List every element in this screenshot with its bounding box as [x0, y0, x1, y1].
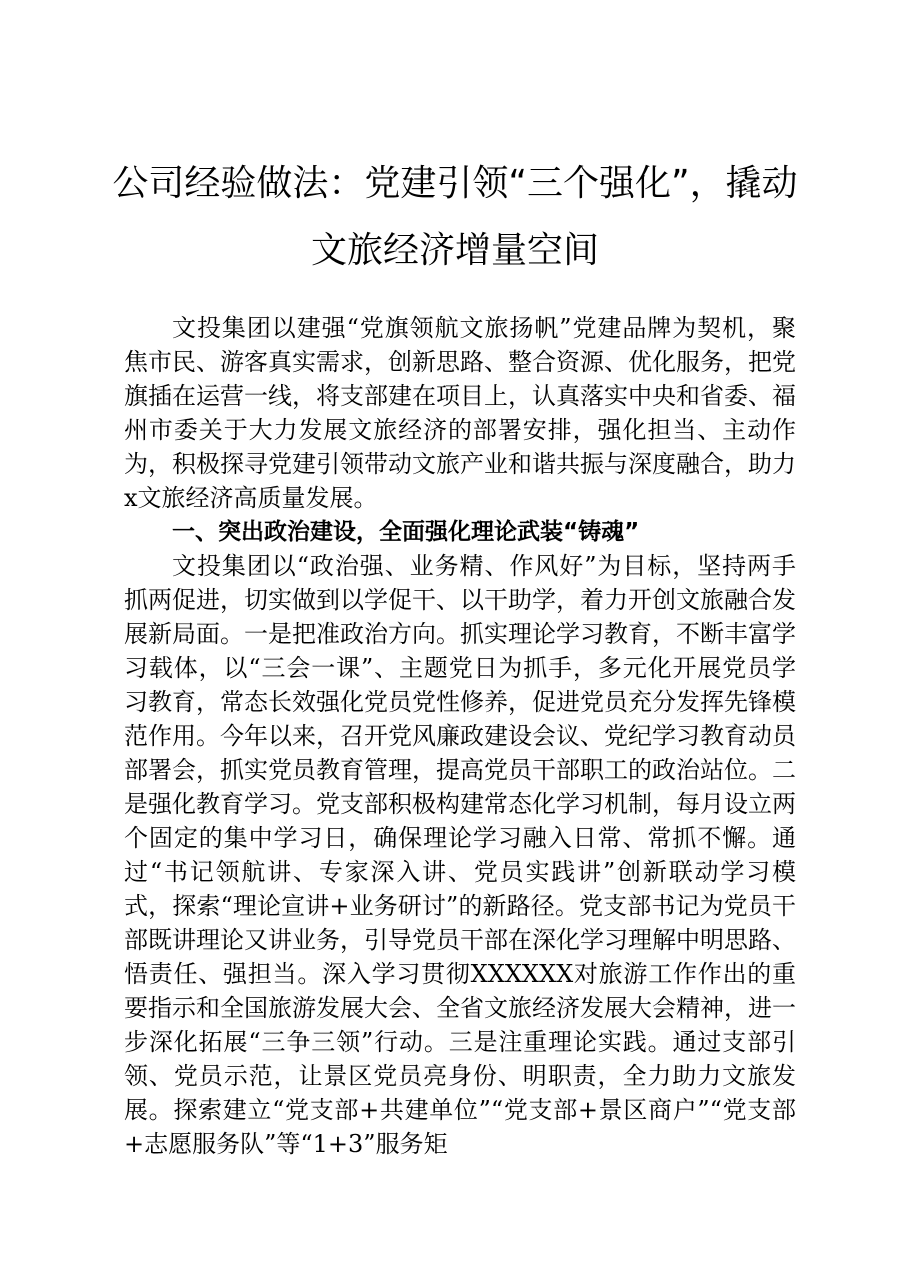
intro-paragraph: 文投集团以建强“党旗领航文旅扬帆”党建品牌为契机，聚焦市民、游客真实需求，创新思路、整合资源、优化服务，把党旗插在运营一线，将支部建在项目上，认真落实中央和省委、福州市委关于大力发展文旅经济的部署安排，强化担当、主动作为，积极探寻党建引领带动文旅产业和谐共振与深度融合，助力x文旅经济高质量发展。 [124, 314, 796, 512]
section-heading: 一、突出政治建设，全面强化理论武装“铸魂” [172, 519, 640, 545]
document-body [124, 311, 796, 1161]
section-paragraph: 文投集团以“政治强、业务精、作风好”为目标，坚持两手抓两促进，切实做到以学促干、以干助学，着力开创文旅融合发展新局面。一是把准政治方向。抓实理论学习教育，不断丰富学习载体，以“三会一课”、主题党日为抓手，多元化开展党员学习教育，常态长效强化党员党性修养，促进党员充分发挥先锋模范作用。今年以来，召开党风廉政建设会议、党纪学习教育动员部署会，抓实党员教育管理，提高党员干部职工的政治站位。二是强化教育学习。党支部积极构建常态化学习机制，每月设立两个固定的集中学习日，确保理论学习融入日常、常抓不懈。通过“书记领航讲、专家深入讲、党员实践讲”创新联动学习模式，探索“理论宣讲+业务研讨”的新路径。党支部书记为党员干部既讲理论又讲业务，引导党员干部在深化学习理解中明思路、悟责任、强担当。深入学习贯彻XXXXXX对旅游工作作出的重要指示和全国旅游发展大会、全省文旅经济发展大会精神，进一步深化拓展“三争三领”行动。三是注重理论实践。通过支部引领、党员示范，让景区党员亮身份、明职责，全力助力文旅发展。探索建立“党支部+共建单位”“党支部+景区商户”“党支部+志愿服务队”等“1+3”服务矩 [124, 552, 796, 1158]
document-title-line-1: 公司经验做法：党建引领“三个强化”，撬动 [112, 163, 798, 204]
document-title-line-2: 文旅经济增量空间 [310, 230, 599, 271]
